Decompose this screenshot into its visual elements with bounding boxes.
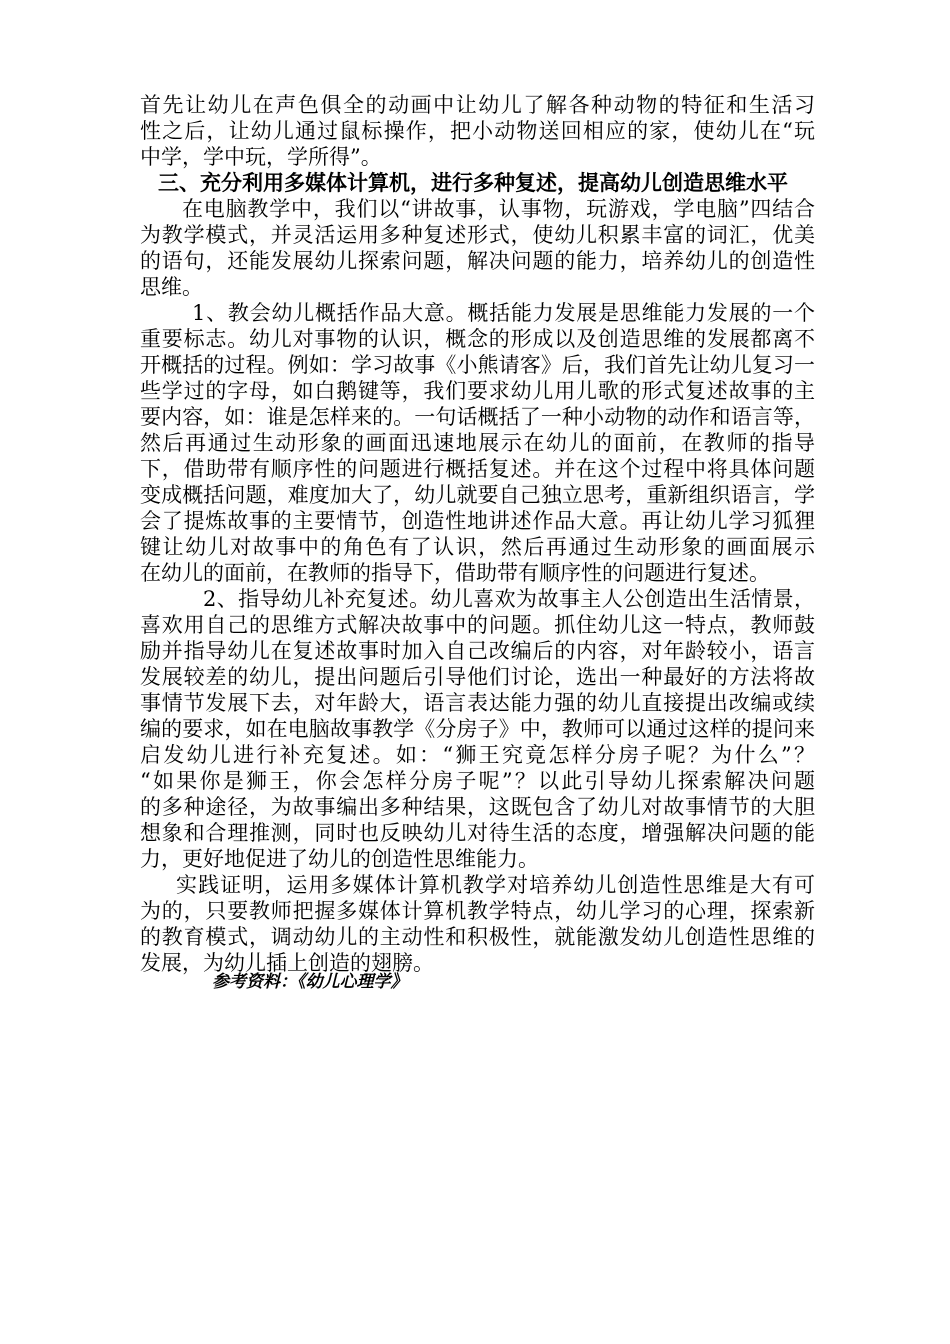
- document-body: [140, 92, 815, 976]
- text-line: 在电脑教学中，我们以“讲故事，认事物，玩游戏，学电脑”四结合: [182, 197, 815, 221]
- text-line: 要内容，如：谁是怎样来的。一句话概括了一种小动物的动作和语言等，: [140, 405, 815, 429]
- section-heading: [140, 170, 815, 196]
- text-line: 开概括的过程。例如：学习故事《小熊请客》后，我们首先让幼儿复习一: [140, 353, 815, 377]
- text-line: 键让幼儿对故事中的角色有了认识，然后再通过生动形象的画面展示: [140, 535, 815, 559]
- text-line: 首先让幼儿在声色俱全的动画中让幼儿了解各种动物的特征和生活习: [140, 93, 815, 117]
- paragraph-supplement: [140, 586, 815, 872]
- paragraph-intro-continuation: [140, 92, 815, 170]
- text-line: 事情节发展下去，对年龄大，语言表达能力强的幼儿直接提出改编或续: [140, 691, 815, 715]
- text-line: 1、教会幼儿概括作品大意。概括能力发展是思维能力发展的一个: [192, 301, 815, 325]
- section-heading-text: 三、充分利用多媒体计算机，进行多种复述，提高幼儿创造思维水平: [158, 170, 788, 195]
- text-line: 编的要求，如在电脑故事教学《分房子》中，教师可以通过这样的提问来: [140, 717, 815, 741]
- text-line: “如果你是狮王，你会怎样分房子呢”？以此引导幼儿探索解决问题: [140, 769, 815, 793]
- paragraph-conclusion: [140, 872, 815, 976]
- text-line: 然后再通过生动形象的画面迅速地展示在幼儿的面前，在教师的指导: [140, 431, 815, 455]
- text-line: 些学过的字母，如白鹅键等，我们要求幼儿用儿歌的形式复述故事的主: [140, 379, 815, 403]
- text-line: 2、指导幼儿补充复述。幼儿喜欢为故事主人公创造出生活情景，: [203, 587, 815, 611]
- text-line: 为教学模式，并灵活运用多种复述形式，使幼儿积累丰富的词汇，优美: [140, 223, 815, 247]
- text-line: 的语句，还能发展幼儿探索问题，解决问题的能力，培养幼儿的创造性: [140, 249, 815, 273]
- text-line: 实践证明，运用多媒体计算机教学对培养幼儿创造性思维是大有可: [176, 873, 815, 897]
- text-line: 在幼儿的面前，在教师的指导下，借助带有顺序性的问题进行复述。: [140, 561, 770, 585]
- text-line: 下，借助带有顺序性的问题进行概括复述。并在这个过程中将具体问题: [140, 457, 815, 481]
- paragraph-section-intro: [140, 196, 815, 300]
- text-line: 性之后，让幼儿通过鼠标操作，把小动物送回相应的家，使幼儿在“玩: [140, 119, 815, 143]
- text-line: 想象和合理推测，同时也反映幼儿对待生活的态度，增强解决问题的能: [140, 821, 815, 845]
- reference-note: 参考资料：《幼儿心理学》: [212, 972, 408, 992]
- text-line: 的多种途径，为故事编出多种结果，这既包含了幼儿对故事情节的大胆: [140, 795, 815, 819]
- text-line: 力，更好地促进了幼儿的创造性思维能力。: [140, 847, 539, 871]
- text-line: 启发幼儿进行补充复述。如：“狮王究竟怎样分房子呢？为什么”？: [140, 743, 815, 767]
- paragraph-summarize: [140, 300, 815, 586]
- text-line: 发展较差的幼儿，提出问题后引导他们讨论，选出一种最好的方法将故: [140, 665, 815, 689]
- text-line: 喜欢用自己的思维方式解决故事中的问题。抓住幼儿这一特点，教师鼓: [140, 613, 815, 637]
- text-line: 中学，学中玩，学所得”。: [140, 145, 382, 169]
- text-line: 发展，为幼儿插上创造的翅膀。: [140, 951, 434, 975]
- text-line: 励并指导幼儿在复述故事时加入自己改编后的内容，对年龄较小，语言: [140, 639, 815, 663]
- text-line: 变成概括问题，难度加大了，幼儿就要自己独立思考，重新组织语言，学: [140, 483, 815, 507]
- text-line: 为的，只要教师把握多媒体计算机教学特点，幼儿学习的心理，探索新: [140, 899, 815, 923]
- text-line: 会了提炼故事的主要情节，创造性地讲述作品大意。再让幼儿学习狐狸: [140, 509, 815, 533]
- text-line: 重要标志。幼儿对事物的认识，概念的形成以及创造思维的发展都离不: [140, 327, 815, 351]
- text-line: 思维。: [140, 275, 203, 299]
- text-line: 的教育模式，调动幼儿的主动性和积极性，就能激发幼儿创造性思维的: [140, 925, 815, 949]
